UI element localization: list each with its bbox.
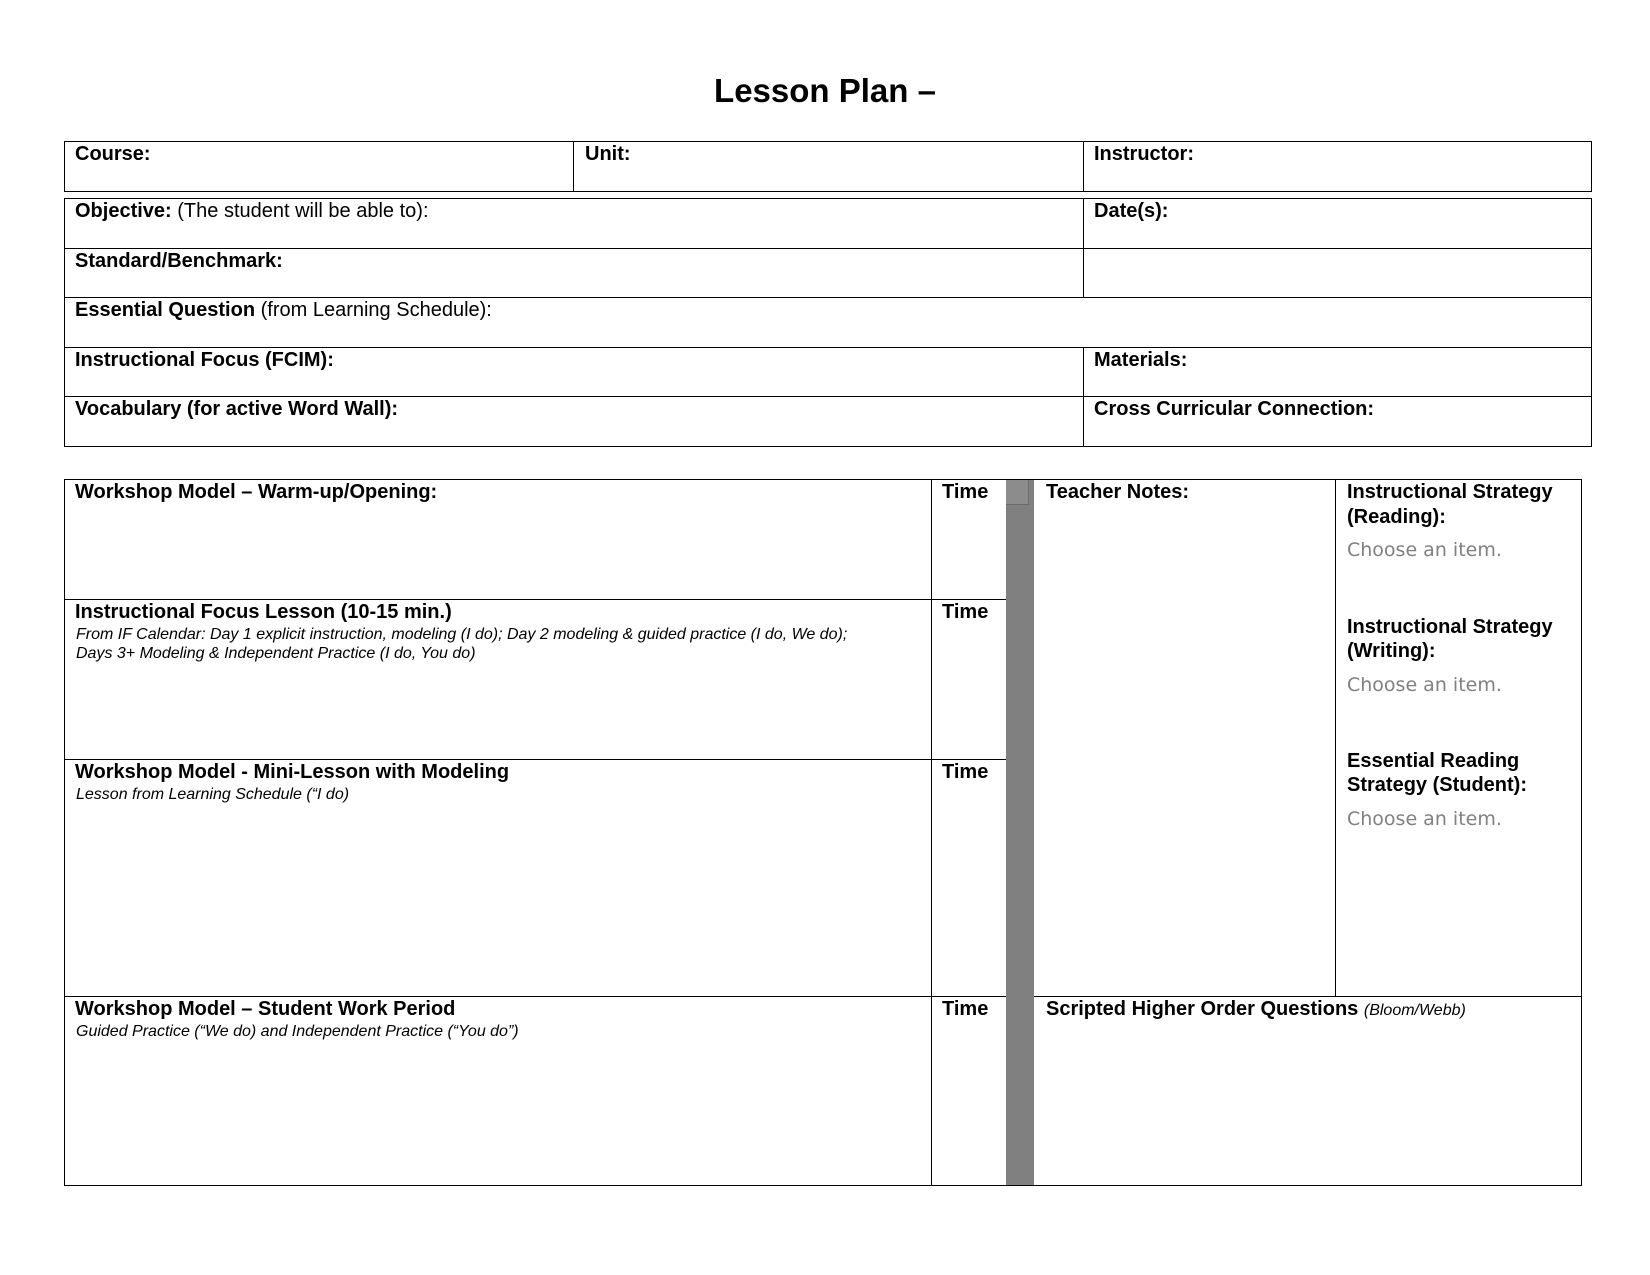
info-divider-top [1083, 198, 1085, 298]
strategy-writing-label-1: Instructional Strategy [1347, 616, 1553, 638]
cross-curricular-label: Cross Curricular Connection: [1094, 398, 1375, 420]
standard-label: Standard/Benchmark: [75, 250, 283, 272]
teacher-notes-label: Teacher Notes: [1046, 481, 1190, 503]
instructor-label: Instructor: [1094, 143, 1194, 165]
warmup-label: Workshop Model – Warm-up/Opening: [75, 481, 438, 503]
time-label-2: Time [942, 601, 989, 623]
materials-label: Materials: [1094, 349, 1188, 371]
separator-bar-cap [1006, 480, 1029, 505]
student-work-label: Workshop Model – Student Work Period [75, 998, 456, 1020]
focus-label: Instructional Focus (FCIM): [75, 349, 334, 371]
objective-label: Objective: (The student will be able to): [75, 200, 429, 222]
vocabulary-label: Vocabulary (for active Word Wall): [75, 398, 399, 420]
dates-label: Date(s): [1094, 200, 1169, 222]
header-table [64, 141, 1592, 192]
page-title: Lesson Plan – [714, 72, 936, 109]
scripted-questions-label: Scripted Higher Order Questions (Bloom/Webb) [1046, 998, 1466, 1020]
header-divider-1 [573, 141, 575, 192]
essential-reading-dropdown[interactable]: Choose an item. [1347, 808, 1502, 830]
strategy-reading-label-2: (Reading): [1347, 506, 1446, 528]
essential-question-label: Essential Question (from Learning Schedule): [75, 299, 492, 321]
time-label-1: Time [942, 481, 989, 503]
time-label-3: Time [942, 761, 989, 783]
notes-column-divider [1335, 479, 1337, 997]
strategy-writing-dropdown[interactable]: Choose an item. [1347, 674, 1502, 696]
strategy-writing-label-2: (Writing): [1347, 640, 1436, 662]
info-divider-bottom [1083, 347, 1085, 447]
mini-lesson-label: Workshop Model - Mini-Lesson with Modeling [75, 761, 510, 783]
strategy-reading-dropdown[interactable]: Choose an item. [1347, 539, 1502, 561]
course-label: Course: [75, 143, 151, 165]
student-work-note: Guided Practice (“We do) and Independent Practice (“You do”) [76, 1023, 519, 1040]
info-rule-1 [64, 248, 1592, 250]
focus-lesson-label: Instructional Focus Lesson (10-15 min.) [75, 601, 452, 623]
workshop-table [64, 479, 1582, 1186]
focus-lesson-note-1: From IF Calendar: Day 1 explicit instruction, modeling (I do); Day 2 modeling & guided practice (I do, We do); [76, 626, 848, 643]
separator-bar [1006, 480, 1034, 1185]
essential-reading-label-2: Strategy (Student): [1347, 774, 1527, 796]
mini-lesson-note: Lesson from Learning Schedule (“I do) [76, 786, 350, 803]
essential-reading-label-1: Essential Reading [1347, 750, 1520, 772]
focus-lesson-note-2: Days 3+ Modeling & Independent Practice (I do, You do) [76, 645, 476, 662]
time-column-divider [931, 479, 933, 1186]
time-label-4: Time [942, 998, 989, 1020]
header-divider-2 [1083, 141, 1085, 192]
unit-label: Unit: [585, 143, 631, 165]
strategy-reading-label-1: Instructional Strategy [1347, 481, 1553, 503]
